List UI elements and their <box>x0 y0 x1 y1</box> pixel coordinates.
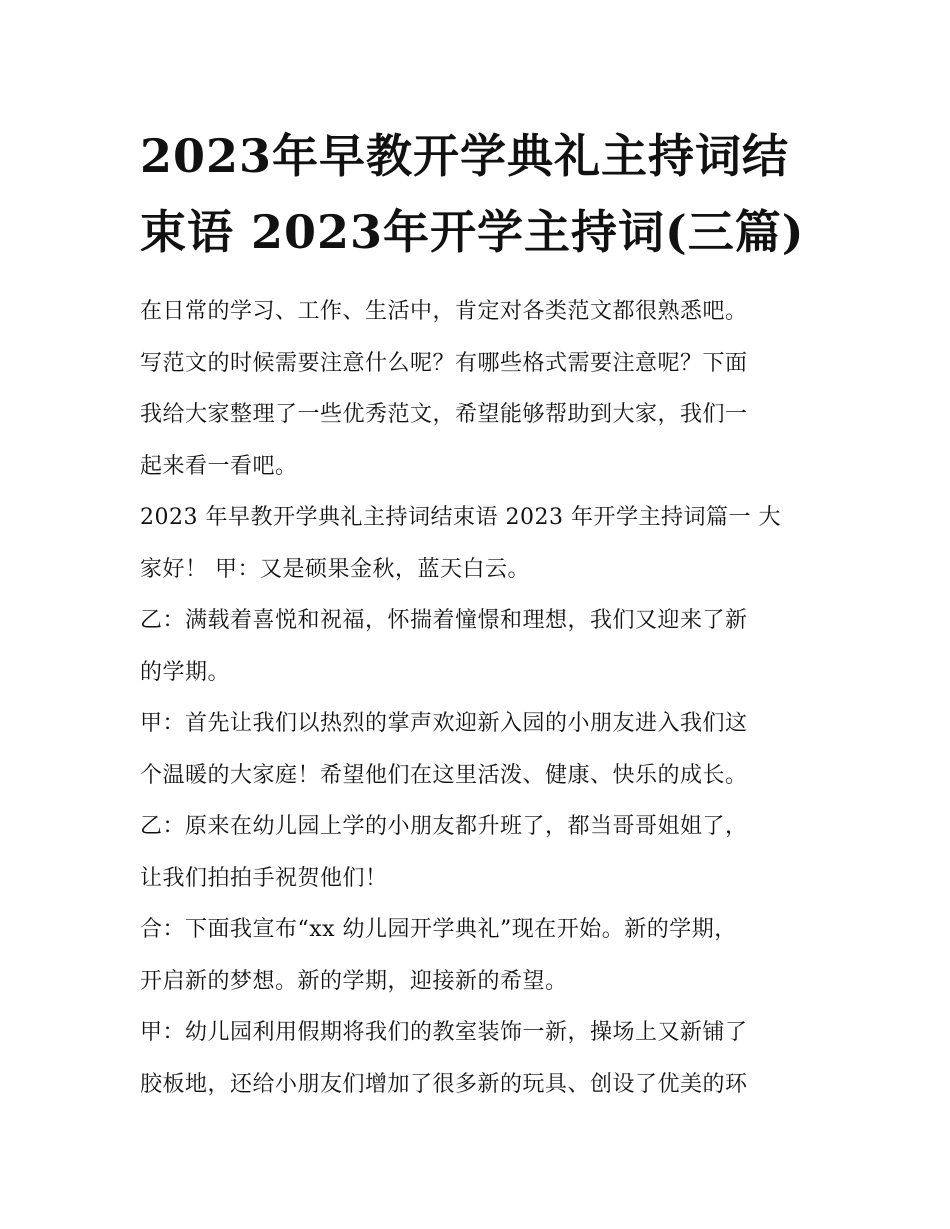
body-line: 合：下面我宣布“xx 幼儿园开学典礼”现在开始。新的学期， <box>140 917 737 942</box>
document-title <box>140 118 820 270</box>
body-line: 在日常的学习、工作、生活中，肯定对各类范文都很熟悉吧。 <box>140 299 748 324</box>
body-line: 甲：幼儿园利用假期将我们的教室装饰一新，操场上又新铺了 <box>140 1020 748 1045</box>
body-line: 我给大家整理了一些优秀范文，希望能够帮助到大家，我们一 <box>140 402 748 427</box>
title-line: 束语 2023年开学主持词(三篇) <box>140 205 805 259</box>
body-line: 家好！ 甲：又是硕果金秋，蓝天白云。 <box>140 556 530 582</box>
body-line: 开启新的梦想。新的学期，迎接新的希望。 <box>140 968 568 994</box>
body-line: 起来看一看吧。 <box>140 453 298 479</box>
body-line: 个温暖的大家庭！希望他们在这里活泼、健康、快乐的成长。 <box>140 762 748 788</box>
body-line: 2023 年早教开学典礼主持词结束语 2023 年开学主持词篇一 大 <box>140 505 781 530</box>
body-line: 写范文的时候需要注意什么呢？有哪些格式需要注意呢？下面 <box>140 350 748 376</box>
body-line: 胶板地，还给小朋友们增加了很多新的玩具、创设了优美的环 <box>140 1071 748 1097</box>
body-line: 乙：原来在幼儿园上学的小朋友都升班了，都当哥哥姐姐了， <box>140 814 748 839</box>
body-line: 甲：首先让我们以热烈的掌声欢迎新入园的小朋友进入我们这 <box>140 711 748 736</box>
title-line: 2023年早教开学典礼主持词结 <box>140 129 790 183</box>
document-page <box>140 118 820 1110</box>
body-line: 让我们拍拍手祝贺他们！ <box>140 865 388 891</box>
document-body <box>140 286 820 1110</box>
body-line: 的学期。 <box>140 659 231 685</box>
body-line: 乙：满载着喜悦和祝福，怀揣着憧憬和理想，我们又迎来了新 <box>140 608 748 633</box>
